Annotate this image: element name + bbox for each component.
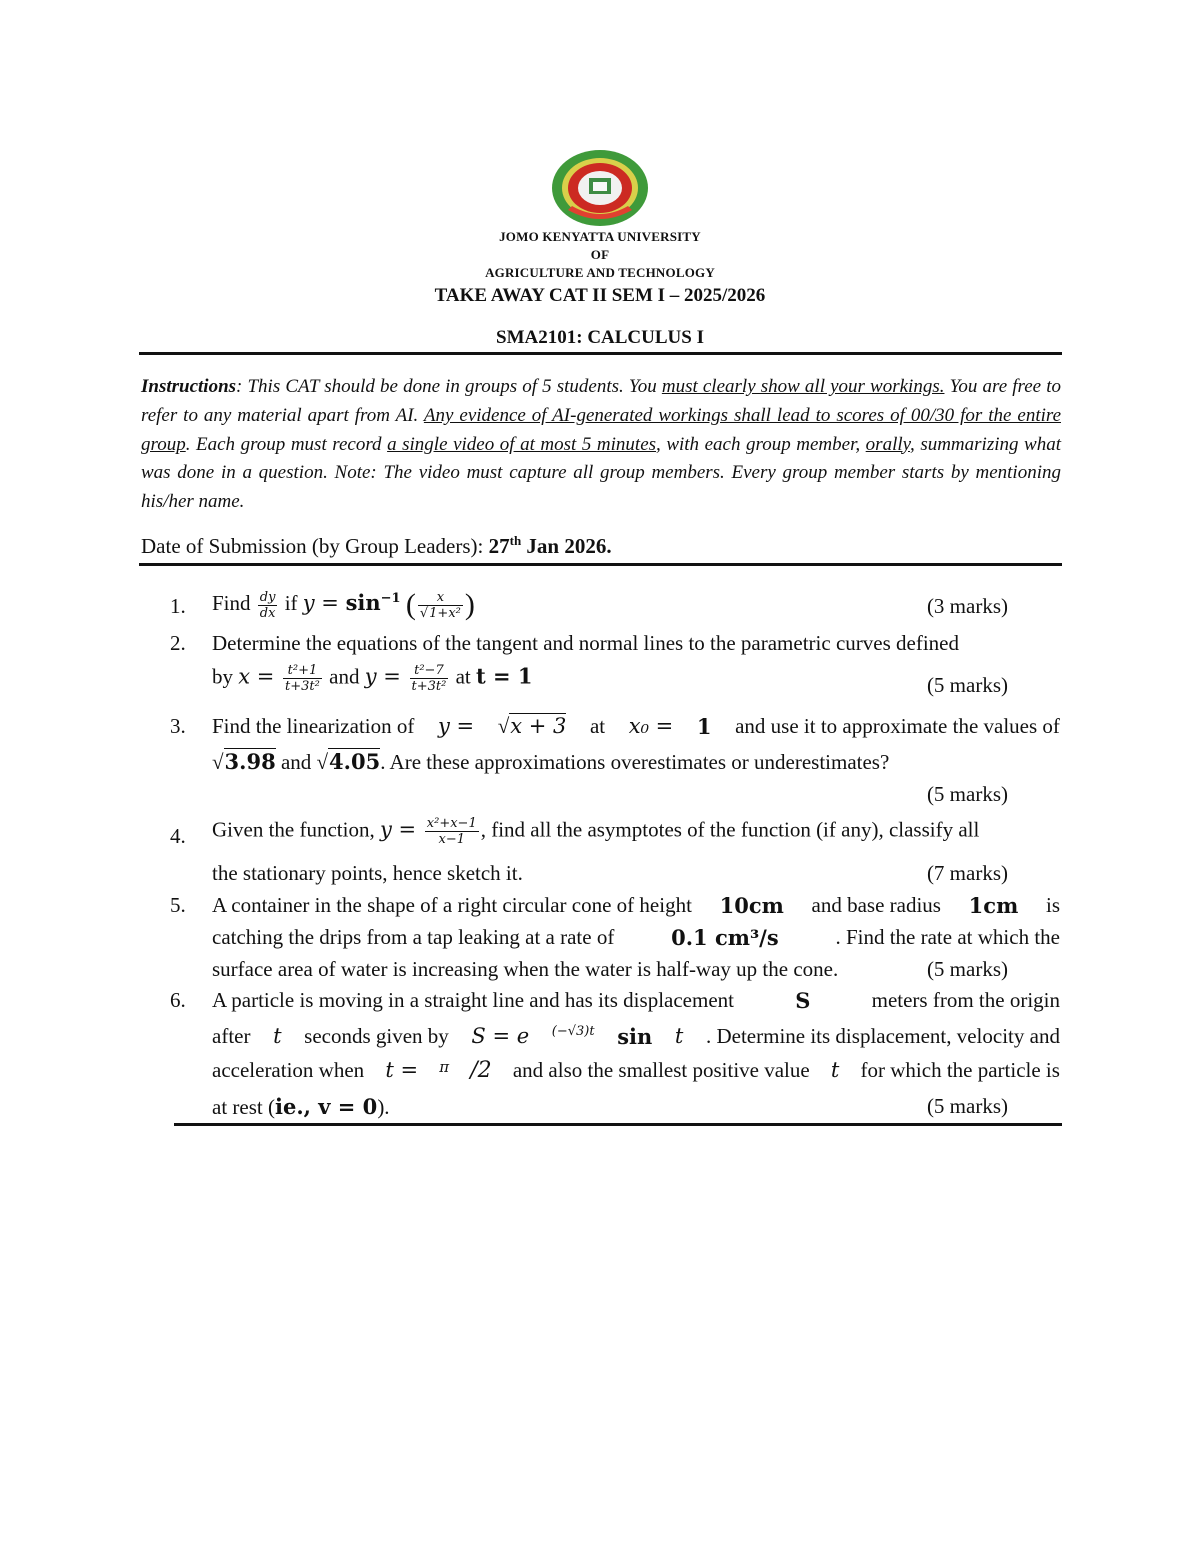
instructions-label: Instructions [141,376,237,397]
university-name-line2: OF [590,247,610,262]
marks: (7 marks) [926,861,1008,885]
submission-date: Date of Submission (by Group Leaders): 27th Jan 2026. [141,533,612,558]
instructions: Instructions: This CAT should be done in groups of 5 students. You must clearly show all your workings. You are free to refer to any material apart from AI. Any evidence of AI-generated workings shall lead to scores of 00/30 for the entire group. Each group must record a single video of at most 5 minutes, with each group member, orally, summarizing what was done in a question. Note: The video must capture all group members. Every group member starts by mentioning his/her name. [141,376,1061,513]
marks: (5 marks) [926,782,1008,806]
question-number: 2. [170,631,186,655]
university-name-line1: JOMO KENYATTA UNIVERSITY [499,229,701,244]
question-number: 1. [170,594,186,618]
course-title: SMA2101: CALCULUS I [496,327,704,348]
question-number: 4. [170,824,186,848]
question-number: 6. [170,988,186,1012]
marks: (5 marks) [926,1094,1008,1118]
marks: (5 marks) [926,673,1008,697]
marks: (3 marks) [926,594,1008,618]
university-logo [548,148,652,230]
marks: (5 marks) [926,957,1008,981]
question-number: 5. [170,893,186,917]
divider-middle [139,563,1062,566]
question-number: 3. [170,714,186,738]
exam-title: TAKE AWAY CAT II SEM I – 2025/2026 [434,285,766,306]
university-name-line3: AGRICULTURE AND TECHNOLOGY [485,265,715,280]
divider-bottom [174,1123,1062,1126]
divider-top [139,352,1062,355]
